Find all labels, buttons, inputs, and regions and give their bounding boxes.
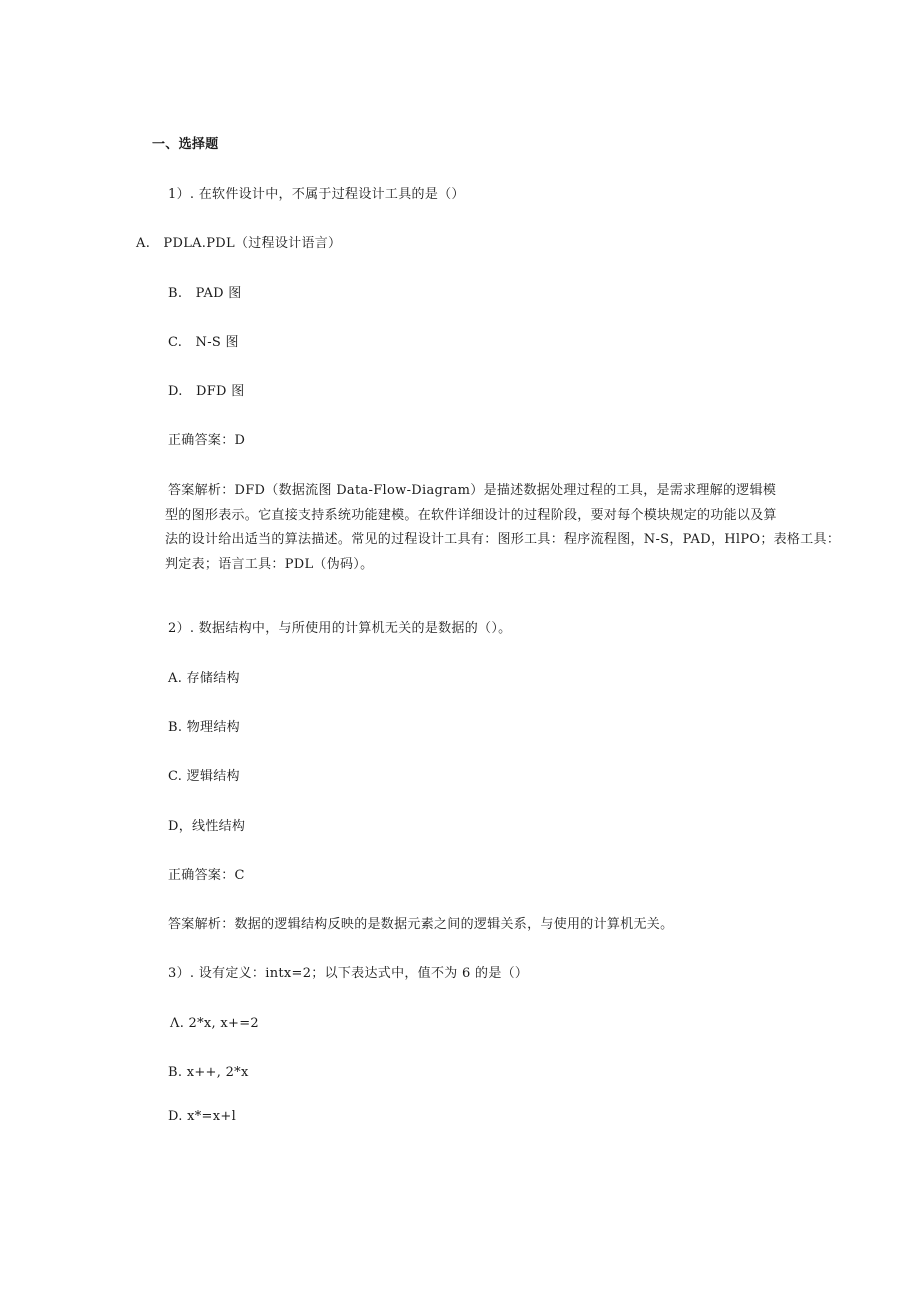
section-title: 一、选择题 xyxy=(152,137,219,152)
question-3-option-d: D. x*=x+l xyxy=(168,1109,237,1124)
question-2-option-c: C. 逻辑结构 xyxy=(168,769,240,784)
question-1-answer: 正确答案：D xyxy=(168,433,246,448)
question-2-option-b: B. 物理结构 xyxy=(168,720,240,735)
question-3-option-a: Λ. 2*x, x+=2 xyxy=(170,1016,260,1031)
question-1-stem: 1）. 在软件设计中，不属于过程设计工具的是（） xyxy=(168,187,465,202)
question-1-explanation xyxy=(165,479,841,577)
question-2-option-a: A. 存储结构 xyxy=(168,671,240,686)
question-2-answer: 正确答案：C xyxy=(168,868,245,883)
question-1-option-d: D. DFD 图 xyxy=(168,384,245,399)
explanation-line: 法的设计给出适当的算法描述。常见的过程设计工具有：图形工具：程序流程图，N-S，PAD，HlPO；表格工具： xyxy=(165,532,841,547)
question-3-stem: 3）. 设有定义：intx=2；以下表达式中，值不为 6 的是（） xyxy=(168,966,529,981)
question-3-option-b: B. x++, 2*x xyxy=(168,1065,249,1080)
question-1-option-c: C. N-S 图 xyxy=(168,335,239,350)
question-1-option-a: A. PDLA.PDL（过程设计语言） xyxy=(136,236,342,251)
question-2-stem: 2）. 数据结构中，与所使用的计算机无关的是数据的（）。 xyxy=(168,621,512,636)
explanation-line: 判定表；语言工具：PDL（伪码）。 xyxy=(165,556,374,572)
question-2-option-d: D，线性结构 xyxy=(168,819,246,834)
explanation-line: 型的图形表示。它直接支持系统功能建模。在软件详细设计的过程阶段，要对每个模块规定的功能以及算 xyxy=(165,507,777,523)
question-1-option-b: B. PAD 图 xyxy=(168,286,242,301)
question-2-explanation: 答案解析：数据的逻辑结构反映的是数据元素之间的逻辑关系，与使用的计算机无关。 xyxy=(168,917,674,932)
explanation-line: 答案解析：DFD（数据流图 Data-Flow-Diagram）是描述数据处理过程的工具，是需求理解的逻辑模 xyxy=(168,483,777,498)
